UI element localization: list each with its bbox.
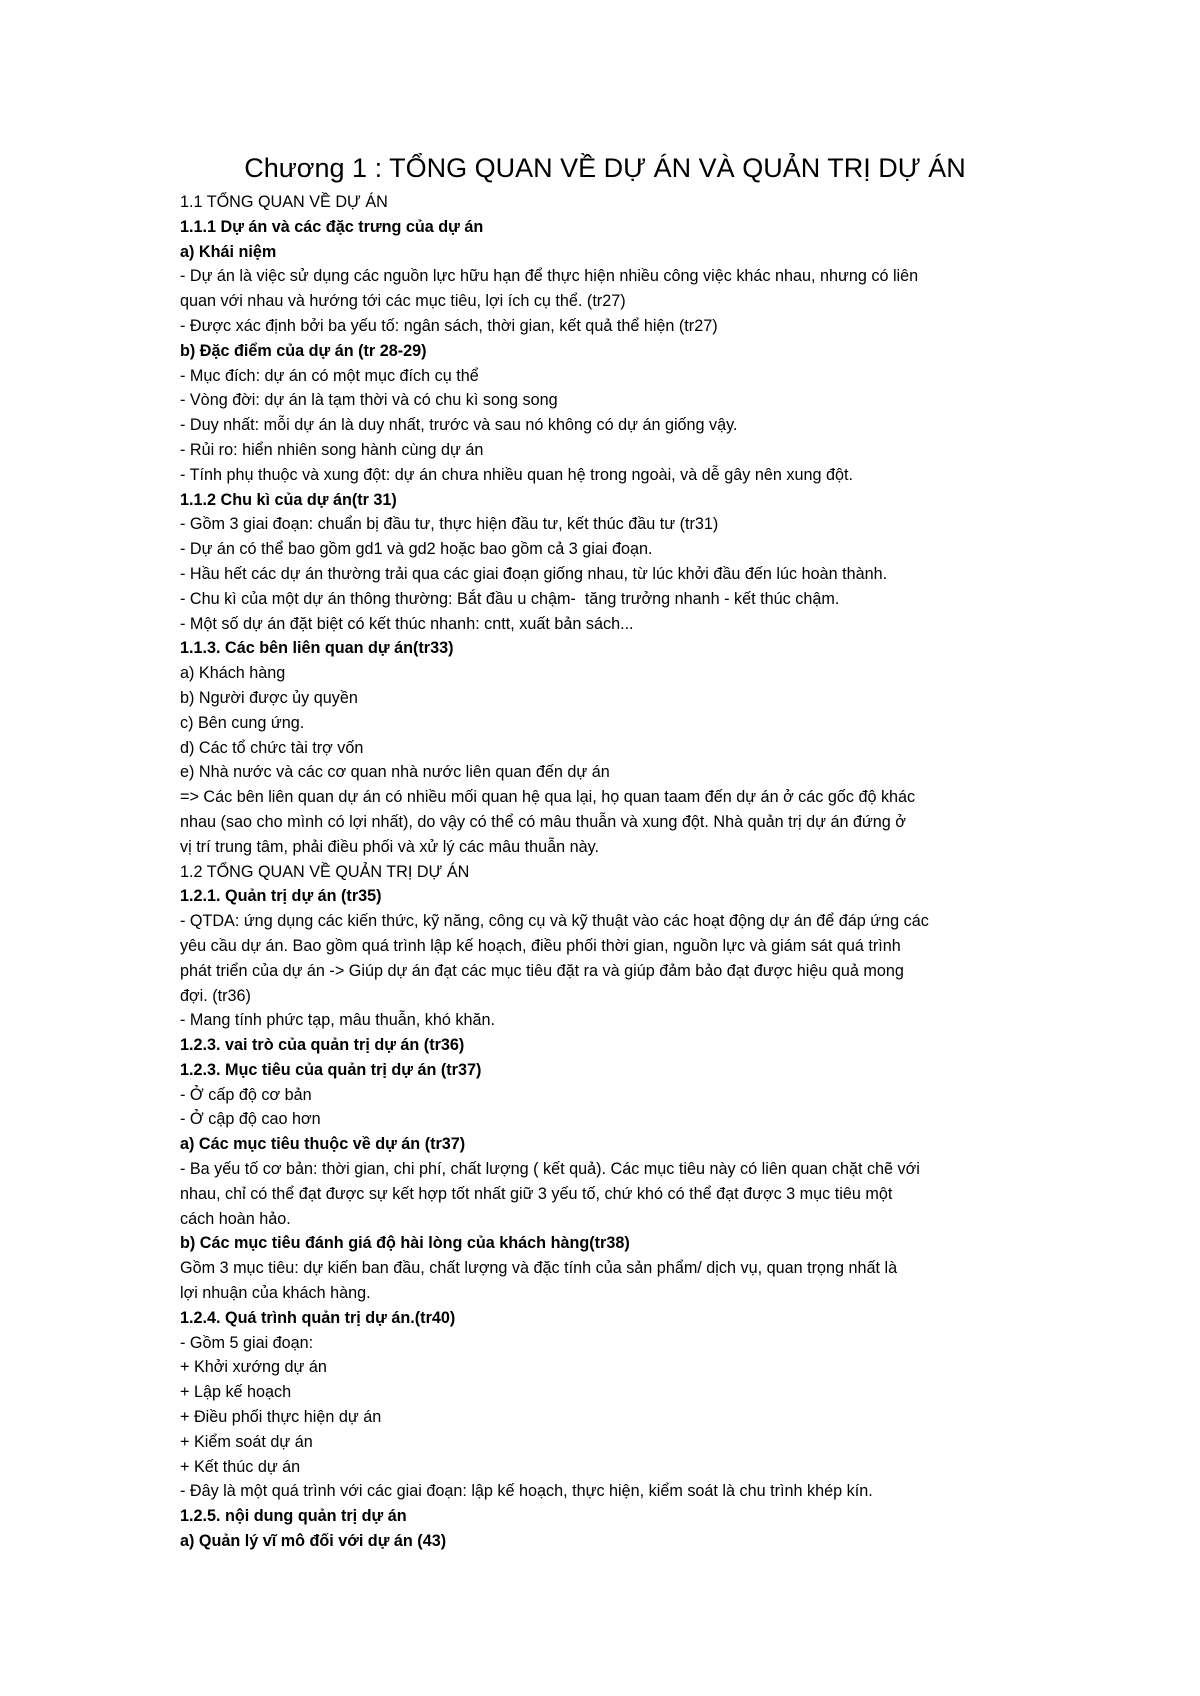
document-text-line: cách hoàn hảo. <box>180 1209 291 1228</box>
document-heading-line: 1.1.2 Chu kì của dự án(tr 31) <box>180 490 397 509</box>
document-text-line: + Lập kế hoạch <box>180 1383 292 1402</box>
document-text-line: Gồm 3 mục tiêu: dự kiến ban đầu, chất lượng và đặc tính của sản phẩm/ dịch vụ, quan trọng nhất là <box>180 1259 898 1278</box>
document-heading-line: 1.1.3. Các bên liên quan dự án(tr33) <box>180 639 454 658</box>
document-text-line: - Gồm 3 giai đoạn: chuẩn bị đầu tư, thực hiện đầu tư, kết thúc đầu tư (tr31) <box>180 515 719 534</box>
document-text-line: - Dự án là việc sử dụng các nguồn lực hữu hạn để thực hiện nhiều công việc khác nhau, nhưng có liên <box>180 267 919 286</box>
document-text-line: - Dự án có thể bao gồm gd1 và gd2 hoặc bao gồm cả 3 giai đoạn. <box>180 540 653 559</box>
document-text-line: c) Bên cung ứng. <box>180 713 305 732</box>
document-text-line: e) Nhà nước và các cơ quan nhà nước liên quan đến dự án <box>180 763 610 782</box>
document-text-line: => Các bên liên quan dự án có nhiều mối quan hệ qua lại, họ quan taam đến dự án ở các gốc độ khác <box>180 788 916 807</box>
document-text-line: + Khởi xướng dự án <box>180 1358 327 1377</box>
document-heading-line: 1.2.3. Mục tiêu của quản trị dự án (tr37) <box>180 1060 482 1079</box>
document-text-line: - Mang tính phức tạp, mâu thuẫn, khó khăn. <box>180 1011 495 1030</box>
document-title: Chương 1 : TỔNG QUAN VỀ DỰ ÁN VÀ QUẢN TRỊ DỰ ÁN <box>244 153 966 183</box>
document-text-line: nhau, chỉ có thể đạt được sự kết hợp tốt nhất giữ 3 yếu tố, chứ khó có thể đạt được 3 mục tiêu một <box>180 1184 893 1203</box>
document-text-line: - Rủi ro: hiển nhiên song hành cùng dự án <box>180 440 484 459</box>
document-page <box>180 148 1030 1554</box>
document-text-line: - Được xác định bởi ba yếu tố: ngân sách, thời gian, kết quả thể hiện (tr27) <box>180 316 718 335</box>
document-text-line: - Ở cấp độ cơ bản <box>180 1085 312 1104</box>
document-text-line: - QTDA: ứng dụng các kiến thức, kỹ năng, công cụ và kỹ thuật vào các hoạt động dự án để đáp ứng các <box>180 912 929 931</box>
document-text-line: - Một số dự án đặt biệt có kết thúc nhanh: cntt, xuất bản sách... <box>180 614 634 633</box>
document-body <box>180 190 1030 1554</box>
document-text-line: - Duy nhất: mỗi dự án là duy nhất, trước và sau nó không có dự án giống vậy. <box>180 416 738 435</box>
document-text-line: 1.2 TỔNG QUAN VỀ QUẢN TRỊ DỰ ÁN <box>180 862 470 881</box>
document-text-line: b) Người được ủy quyền <box>180 688 358 707</box>
document-heading-line: 1.1.1 Dự án và các đặc trưng của dự án <box>180 217 484 236</box>
document-heading-line: b) Đặc điểm của dự án (tr 28-29) <box>180 341 427 360</box>
document-heading-line: 1.2.1. Quản trị dự án (tr35) <box>180 887 382 906</box>
document-text-line: - Hầu hết các dự án thường trải qua các giai đoạn giống nhau, từ lúc khởi đầu đến lúc hoàn thành. <box>180 564 888 583</box>
document-text-line: - Tính phụ thuộc và xung đột: dự án chưa nhiều quan hệ trong ngoài, và dễ gây nên xung đột. <box>180 465 853 484</box>
document-text-line: - Mục đích: dự án có một mục đích cụ thể <box>180 366 479 385</box>
document-heading-line: a) Quản lý vĩ mô đối với dự án (43) <box>180 1532 447 1551</box>
document-text-line: - Gồm 5 giai đoạn: <box>180 1333 314 1352</box>
document-text-line: vị trí trung tâm, phải điều phối và xử lý các mâu thuẫn này. <box>180 837 600 856</box>
document-text-line: quan với nhau và hướng tới các mục tiêu, lợi ích cụ thể. (tr27) <box>180 292 626 311</box>
document-text-line: yêu cầu dự án. Bao gồm quá trình lập kế hoạch, điều phối thời gian, nguồn lực và giám sát quá trình <box>180 936 901 955</box>
document-heading-line: b) Các mục tiêu đánh giá độ hài lòng của khách hàng(tr38) <box>180 1234 630 1253</box>
document-text-line: - Ở cập độ cao hơn <box>180 1110 321 1129</box>
document-text-line: - Chu kì của một dự án thông thường: Bắt đầu u chậm- tăng trưởng nhanh - kết thúc chậm. <box>180 589 840 608</box>
document-heading-line: 1.2.5. nội dung quản trị dự án <box>180 1507 407 1526</box>
document-text-line: - Đây là một quá trình với các giai đoạn: lập kế hoạch, thực hiện, kiểm soát là chu trình khép kín. <box>180 1482 873 1501</box>
document-text-line: - Ba yếu tố cơ bản: thời gian, chi phí, chất lượng ( kết quả). Các mục tiêu này có liên quan chặt chẽ với <box>180 1160 920 1179</box>
document-text-line: đợi. (tr36) <box>180 986 251 1005</box>
document-text-line: lợi nhuận của khách hàng. <box>180 1284 371 1303</box>
document-text-line: d) Các tổ chức tài trợ vốn <box>180 738 364 757</box>
document-text-line: phát triển của dự án -> Giúp dự án đạt các mục tiêu đặt ra và giúp đảm bảo đạt được hiệu quả mong <box>180 961 904 980</box>
document-heading-line: 1.2.4. Quá trình quản trị dự án.(tr40) <box>180 1308 456 1327</box>
document-text-line: - Vòng đời: dự án là tạm thời và có chu kì song song <box>180 391 558 410</box>
document-heading-line: 1.2.3. vai trò của quản trị dự án (tr36) <box>180 1036 465 1055</box>
document-text-line: + Điều phối thực hiện dự án <box>180 1408 382 1427</box>
document-text-line: nhau (sao cho mình có lợi nhất), do vậy có thể có mâu thuẫn và xung đột. Nhà quản trị dự án đứng ở <box>180 812 906 831</box>
document-text-line: 1.1 TỔNG QUAN VỀ DỰ ÁN <box>180 193 388 211</box>
document-heading-line: a) Khái niệm <box>180 242 277 261</box>
document-text-line: a) Khách hàng <box>180 664 286 683</box>
document-text-line: + Kết thúc dự án <box>180 1457 301 1476</box>
document-text-line: + Kiểm soát dự án <box>180 1432 313 1451</box>
document-heading-line: a) Các mục tiêu thuộc về dự án (tr37) <box>180 1135 466 1154</box>
